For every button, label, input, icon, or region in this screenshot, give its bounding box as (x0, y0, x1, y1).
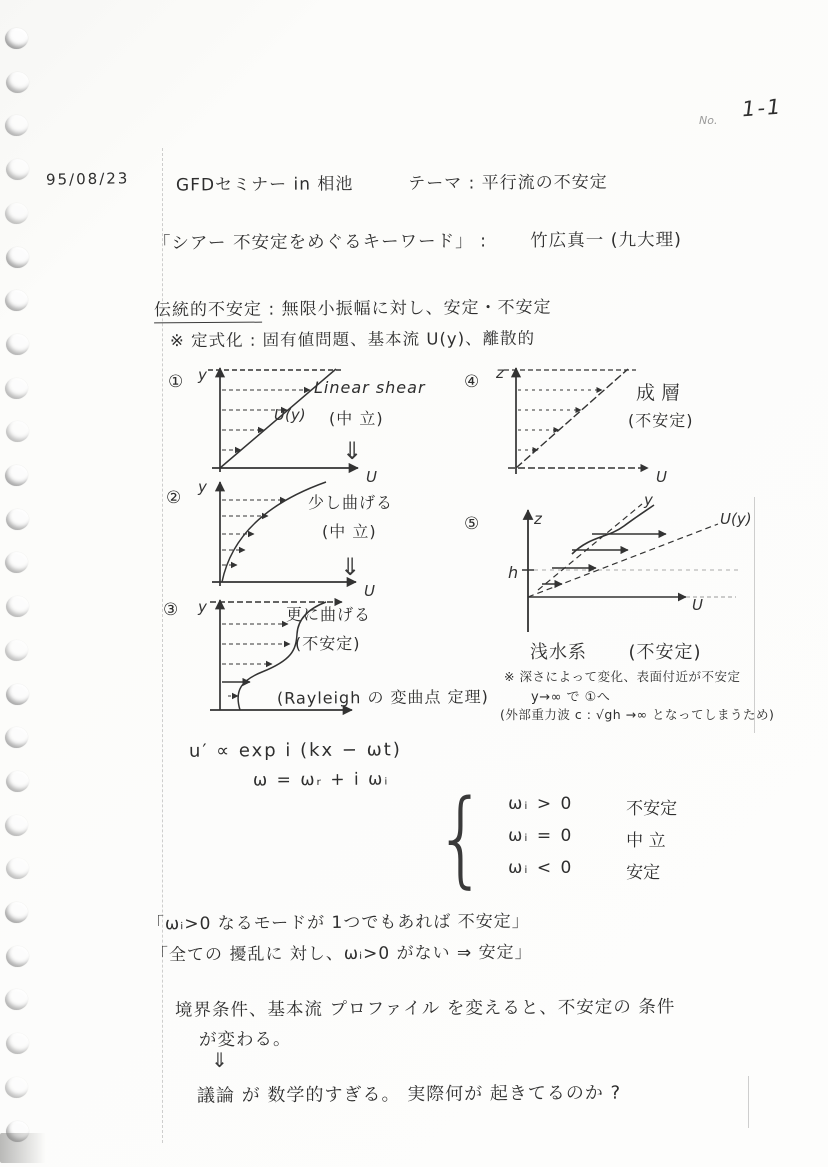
diagram5-number: ⑤ (464, 514, 481, 534)
diagram4-xaxis-label: U (656, 468, 667, 486)
diagram5-note-3: (外部重力波 c : √gh →∞ となってしまうため) (500, 707, 775, 722)
diagram5-note-2: y→∞ で ①へ (531, 690, 611, 705)
case-unstable-result: 不安定 (626, 798, 678, 819)
binder-hole (5, 28, 28, 49)
page-number: 1-1 (741, 94, 784, 122)
diagram3-yaxis-label: y (198, 598, 207, 616)
diagram5-zaxis-label: z (534, 510, 542, 528)
section-heading-line (154, 293, 552, 321)
binder-hole (5, 1077, 28, 1098)
diagram4-number: ④ (464, 372, 481, 392)
statement-quote-1: 「ωᵢ>0 なるモードが 1つでもあれば 不安定」 (146, 911, 530, 935)
diagram3-caption: 更に曲げる (286, 605, 372, 624)
binder-hole (6, 596, 29, 617)
rayleigh-theorem-note: (Rayleigh の 変曲点 定理) (276, 687, 489, 708)
right-fold-line-bottom (748, 1076, 749, 1128)
diagram5-note-1: ※ 深さによって変化、表面付近が不安定 (504, 669, 741, 684)
binder-hole (5, 378, 28, 399)
preprinted-no-label: No. (699, 114, 718, 127)
binder-hole (6, 771, 29, 792)
binder-hole (5, 203, 28, 224)
binder-hole (5, 640, 28, 661)
case-neutral-result: 中 立 (626, 830, 666, 851)
diagram3-state: (不安定) (295, 634, 361, 653)
perturbation-equation: u′ ∝ exp i (kx − ωt) (188, 739, 402, 762)
diagram3-number: ③ (163, 600, 180, 620)
diagram5-profile-label: U(y) (720, 510, 752, 528)
diagram1-state: (中 立) (329, 409, 384, 428)
cases-rows (508, 794, 677, 883)
diagram4-state: (不安定) (628, 411, 694, 430)
diagram2-state: (中 立) (322, 522, 377, 541)
diagram2-caption: 少し曲げる (308, 493, 394, 512)
implies-arrow-1: ⇓ (342, 437, 363, 465)
diagram5-xaxis-label: U (692, 596, 703, 614)
binder-hole (6, 1033, 29, 1054)
seminar-theme: テーマ : 平行流の不安定 (408, 172, 608, 194)
binder-hole (6, 684, 29, 705)
diagram2-xaxis-label: U (364, 582, 375, 600)
binder-hole (5, 552, 28, 573)
implies-arrow-bottom: ⇓ (211, 1048, 228, 1072)
binder-hole (5, 815, 28, 836)
closing-paragraph-line-2: が変わる。 (198, 1029, 292, 1051)
diagram2-number: ② (166, 488, 183, 508)
diagram2-yaxis-label: y (198, 478, 207, 496)
case-neutral (508, 826, 677, 851)
diagram5-state: (不安定) (628, 642, 702, 663)
talk-title: 「シアー 不安定をめぐるキーワード」 : (152, 231, 488, 254)
case-unstable (508, 794, 677, 819)
diagram4-caption: 成層 (636, 382, 687, 404)
diagram5-y-label: y (644, 492, 653, 509)
binder-hole (6, 334, 29, 355)
closing-paragraph-line-3: 議論 が 数学的すぎる。 実際何が 起きてるのか ? (196, 1082, 622, 1107)
binder-hole (5, 115, 28, 136)
speaker-name: 竹広真一 (九大理) (530, 230, 682, 252)
binder-hole (6, 421, 29, 442)
closing-paragraph-line-1: 境界条件、基本流 プロファイル を変えると、不安定の 条件 (174, 997, 676, 1021)
section-heading: 伝統的不安定 (154, 300, 262, 324)
diagram5-caption-line (530, 638, 702, 664)
binder-hole (6, 509, 29, 530)
diagram1-caption: Linear shear (314, 378, 426, 397)
statement-quote-2: 「全ての 擾乱に 対し、ωᵢ>0 がない ⇒ 安定」 (150, 942, 533, 966)
subtitle-line (153, 226, 682, 255)
diagram1-number: ① (168, 372, 185, 392)
diagram4-zaxis-label: z (496, 364, 504, 382)
binder-hole (6, 72, 29, 93)
binder-hole (5, 465, 28, 486)
title-line (176, 167, 608, 195)
binder-hole (5, 290, 28, 311)
diagram5-shallow-water-sketch (486, 492, 756, 647)
date: 95/08/23 (45, 169, 130, 189)
formulation-line: ※ 定式化 : 固有値問題、基本流 U(y)、離散的 (169, 328, 536, 351)
stability-cases (428, 777, 678, 899)
case-stable (508, 858, 677, 883)
diagram1-yaxis-label: y (198, 366, 207, 384)
omega-decomposition: ω = ωᵣ + i ωᵢ (252, 769, 390, 791)
diagram1-profile-label: U(y) (274, 406, 306, 424)
case-neutral-condition: ωᵢ = 0 (508, 825, 574, 846)
cases-brace: { (434, 777, 488, 899)
implies-arrow-2: ⇓ (340, 553, 361, 581)
binder-hole (5, 902, 28, 923)
case-stable-condition: ωᵢ < 0 (508, 857, 574, 878)
seminar-title: GFDセミナー in 相池 (175, 174, 354, 196)
binder-hole (6, 159, 29, 180)
case-unstable-condition: ωᵢ > 0 (508, 793, 574, 814)
binder-hole (6, 247, 29, 268)
binder-hole (6, 946, 29, 967)
diagram1-xaxis-label: U (366, 468, 377, 486)
case-stable-result: 安定 (626, 862, 661, 883)
binder-hole (5, 727, 28, 748)
section-heading-rest: : 無限小振幅に対し、安定・不安定 (268, 297, 552, 320)
binder-hole (5, 989, 28, 1010)
scan-corner-shadow (0, 1133, 46, 1163)
diagram5-depth-label: h (508, 563, 519, 582)
diagram5-caption: 浅水系 (530, 642, 587, 663)
binder-hole (6, 858, 29, 879)
